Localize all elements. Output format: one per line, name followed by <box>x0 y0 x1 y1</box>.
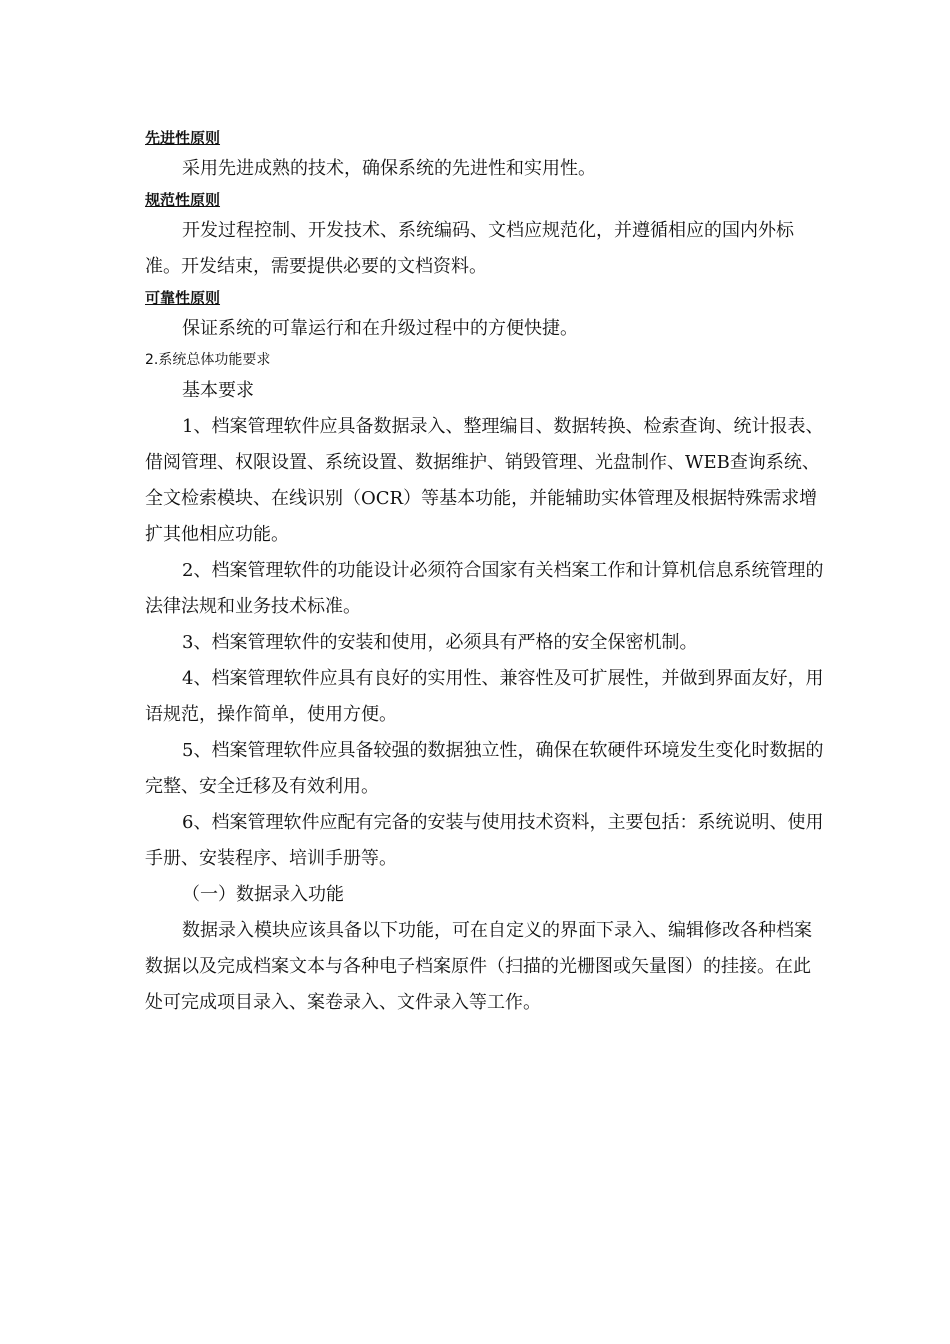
paragraph-reliability-principle: 保证系统的可靠运行和在升级过程中的方便快捷。 <box>182 318 578 339</box>
heading-standard-principle: 规范性原则 <box>145 191 221 209</box>
data-entry-section-title: （一）数据录入功能 <box>182 884 344 905</box>
heading-advanced-principle: 先进性原则 <box>145 129 221 147</box>
requirement-item: 2、档案管理软件的功能设计必须符合国家有关档案工作和计算机信息系统管理的法律法规和业务技术标准。 <box>145 560 824 617</box>
document-body <box>145 125 825 1021</box>
requirement-item: 6、档案管理软件应配有完备的安装与使用技术资料，主要包括：系统说明、使用手册、安装程序、培训手册等。 <box>145 812 824 869</box>
basic-requirements-title: 基本要求 <box>182 380 254 401</box>
section-title-overall-requirements: 2.系统总体功能要求 <box>145 352 271 368</box>
requirement-item: 3、档案管理软件的安装和使用，必须具有严格的安全保密机制。 <box>182 632 698 653</box>
requirement-item: 5、档案管理软件应具备较强的数据独立性，确保在软硬件环境发生变化时数据的完整、安全迁移及有效利用。 <box>145 740 824 797</box>
paragraph-standard-principle: 开发过程控制、开发技术、系统编码、文档应规范化，并遵循相应的国内外标准。开发结束，需要提供必要的文档资料。 <box>145 220 794 277</box>
heading-reliability-principle: 可靠性原则 <box>145 289 221 307</box>
requirement-item: 1、档案管理软件应具备数据录入、整理编目、数据转换、检索查询、统计报表、借阅管理、权限设置、系统设置、数据维护、销毁管理、光盘制作、WEB查询系统、全文检索模块、在线识别（OCR）等基本功能，并能辅助实体管理及根据特殊需求增扩其他相应功能。 <box>145 416 824 545</box>
paragraph-data-entry: 数据录入模块应该具备以下功能，可在自定义的界面下录入、编辑修改各种档案数据以及完成档案文本与各种电子档案原件（扫描的光栅图或矢量图）的挂接。在此处可完成项目录入、案卷录入、文件录入等工作。 <box>145 920 812 1013</box>
requirement-item: 4、档案管理软件应具有良好的实用性、兼容性及可扩展性，并做到界面友好，用语规范，操作简单，使用方便。 <box>145 668 824 725</box>
paragraph-advanced-principle: 采用先进成熟的技术，确保系统的先进性和实用性。 <box>182 158 596 179</box>
